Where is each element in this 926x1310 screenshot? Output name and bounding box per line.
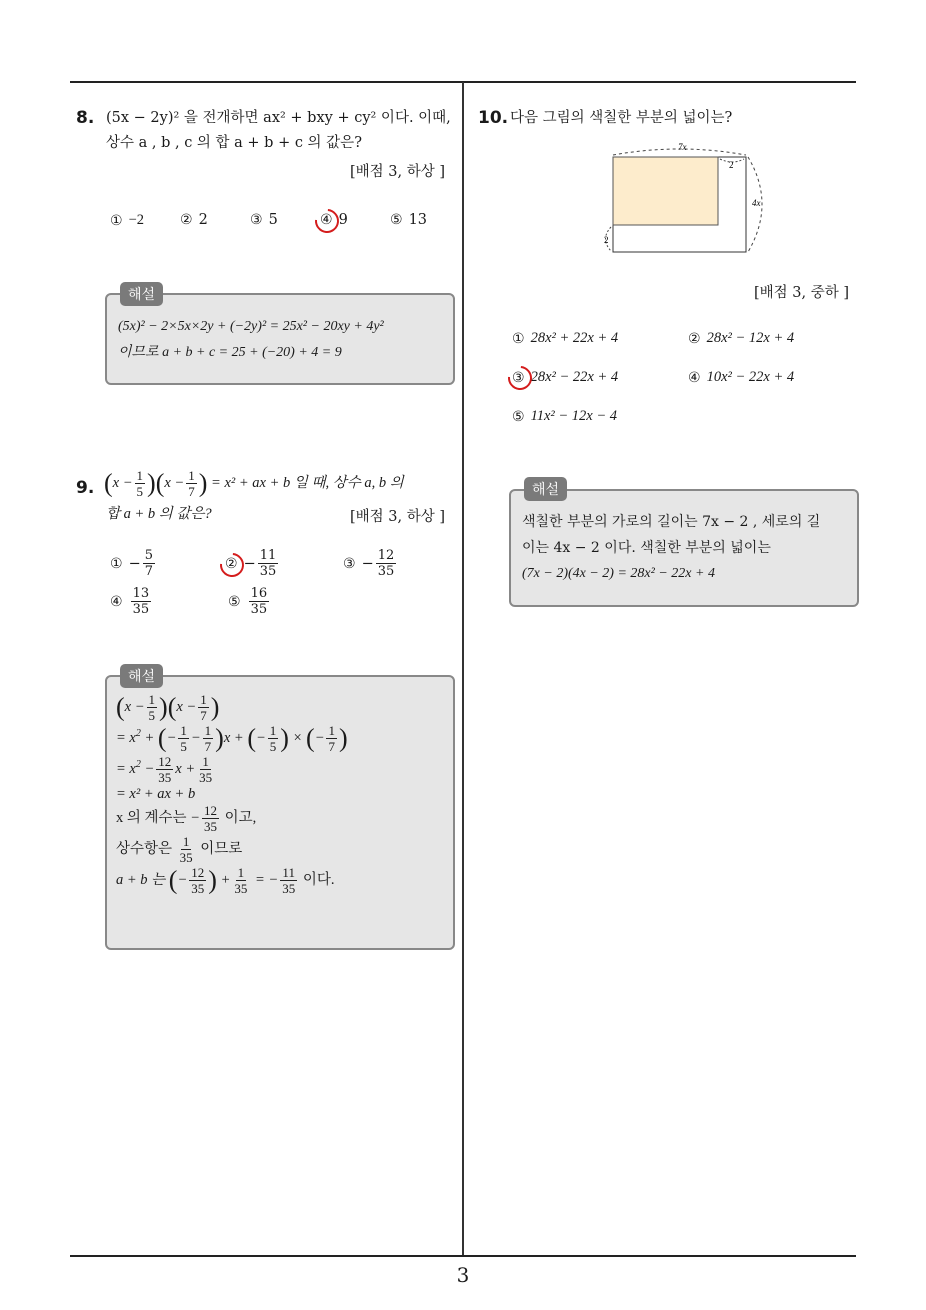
- q9-line1-tail: = x² + ax + b 일 때, 상수 a, b 의: [211, 474, 404, 491]
- q9-sol-line4: = x² + ax + b: [116, 786, 196, 802]
- q9-sol-const: 상수항은: [116, 840, 173, 857]
- q10-choice-2-num: ②: [688, 330, 701, 347]
- q10-choice-2[interactable]: [688, 330, 794, 347]
- q8-score: [배점 3, 하상 ]: [350, 164, 446, 180]
- q8-solution-label: 해설: [120, 282, 163, 306]
- q9-choice-1-sign: −: [128, 555, 141, 572]
- q8-choice-5-text: 13: [408, 212, 428, 228]
- q9-choice-1[interactable]: [110, 548, 157, 579]
- q8-choice-2-num: ②: [180, 212, 193, 228]
- q9-line2: 합 a + b 의 값은?: [106, 506, 212, 522]
- q9-sol-coef: x 의 계수는: [116, 809, 187, 826]
- q10-number: 10.: [478, 108, 509, 128]
- q9-choice-1-den: 7: [144, 564, 153, 579]
- q10-right-label: 4x: [752, 198, 761, 208]
- q10-solution-line2: 이는 4x − 2 이다. 색칠한 부분의 넓이는: [522, 540, 771, 556]
- q8-choice-2-text: 2: [198, 212, 208, 228]
- q9-number: 9.: [76, 478, 95, 498]
- q8-choice-4-text: 9: [338, 212, 348, 228]
- q9-choice-1-num: ①: [110, 555, 123, 572]
- q9-sol-line6: 상수항은 $\frac{1}{35}$ 이므로: [116, 834, 243, 865]
- q10-solution-line3: (7x − 2)(4x − 2) = 28x² − 22x + 4: [522, 566, 715, 581]
- q9-choice-3-den: 35: [377, 564, 395, 579]
- q8-choice-3-num: ③: [250, 212, 263, 228]
- q10-choice-5-text: 11x² − 12x − 4: [530, 408, 618, 424]
- q8-choice-3-text: 5: [268, 212, 278, 228]
- q9-choice-5-num-val: 16: [250, 586, 268, 601]
- q9-choice-4-num: ④: [110, 593, 123, 610]
- q10-shaded-rect: [613, 157, 718, 225]
- q10-choice-1-text: 28x² + 22x + 4: [530, 330, 619, 346]
- q10-small-left-label: 2: [604, 235, 609, 245]
- q8-choice-5[interactable]: [390, 212, 427, 228]
- q10-choice-1-num: ①: [512, 330, 525, 347]
- q10-choice-1[interactable]: [512, 330, 618, 347]
- q10-choice-4-num: ④: [688, 369, 701, 386]
- q10-choice-3-num: ③: [512, 369, 525, 386]
- q8-solution-text: [118, 314, 384, 366]
- q8-choice-1-num: ①: [110, 212, 123, 229]
- q9-choice-4-den: 35: [132, 602, 150, 617]
- q9-choice-2-num: ②: [225, 555, 238, 572]
- q8-line2: 상수 a , b , c 의 합 a + b + c 의 값은?: [106, 135, 362, 151]
- q9-choice-3[interactable]: [343, 548, 398, 579]
- q9-solution-text: [116, 692, 348, 896]
- q10-choice-4[interactable]: [688, 369, 794, 386]
- q9-line1: (x − $\frac{1}{5}$ )(x − $\frac{1}{7}$ ) = x² + ax + b 일 때, 상수 a, b 의: [104, 468, 404, 499]
- q9-sol-coef-tail: 이고,: [224, 809, 257, 826]
- q9-sol-line3: = $x^2$ − $\frac{12}{35}$ x + $\frac{1}{35}$: [116, 754, 213, 785]
- q9-choice-4[interactable]: [110, 586, 153, 617]
- q9-choice-2-sign: −: [243, 555, 256, 572]
- q9-choice-5-num: ⑤: [228, 593, 241, 610]
- q8-choice-1[interactable]: [110, 212, 144, 229]
- q10-score: [배점 3, 중하 ]: [754, 285, 850, 301]
- q9-sol-const-tail: 이므로: [200, 840, 243, 857]
- q9-sol-line2: = $x^2$ + (− $\frac{1}{5}$ − $\frac{1}{7}$ )x + (− $\frac{1}{5}$ ) × (− $\frac{1}{7}$ ): [116, 723, 348, 754]
- q10-choice-2-text: 28x² − 12x + 4: [706, 330, 795, 346]
- q9-sol-sum-tail: 이다.: [302, 871, 335, 888]
- q9-choice-1-num-val: 5: [144, 548, 153, 563]
- q10-question: 다음 그림의 색칠한 부분의 넓이는?: [510, 110, 733, 126]
- q9-choice-2-num-val: 11: [259, 548, 277, 563]
- q9-choice-5[interactable]: [228, 586, 271, 617]
- q8-solution-line1: (5x)² − 2×5x×2y + (−2y)² = 25x² − 20xy + 4y²: [118, 319, 384, 334]
- q10-choice-4-text: 10x² − 22x + 4: [706, 369, 795, 385]
- q8-solution-line2: 이므로 a + b + c = 25 + (−20) + 4 = 9: [118, 345, 342, 360]
- q9-choice-3-num-val: 12: [377, 548, 395, 563]
- q9-sol-line7: a + b 는 (− $\frac{12}{35}$ ) + $\frac{1}{35}$ = − $\frac{11}{35}$ 이다.: [116, 865, 335, 896]
- q9-choice-5-den: 35: [250, 602, 268, 617]
- q10-figure: [596, 140, 776, 256]
- q8-choice-2[interactable]: [180, 212, 208, 228]
- q8-question: [106, 106, 456, 156]
- q10-solution-text: [522, 509, 820, 587]
- column-divider: [462, 82, 464, 1256]
- page-number: 3: [456, 1263, 470, 1287]
- q8-answer-mark: [310, 204, 344, 238]
- q10-answer-mark: [503, 361, 537, 395]
- q9-choice-4-num-val: 13: [132, 586, 150, 601]
- q10-solution-label: 해설: [524, 477, 567, 501]
- q8-choice-3[interactable]: [250, 212, 278, 228]
- q9-solution-label: 해설: [120, 664, 163, 688]
- q9-sol-line5: x 의 계수는 − $\frac{12}{35}$ 이고,: [116, 803, 257, 834]
- q10-choice-5[interactable]: [512, 408, 617, 425]
- bottom-rule: [70, 1255, 856, 1257]
- q9-choice-3-num: ③: [343, 555, 356, 572]
- q8-number: 8.: [76, 108, 95, 128]
- q8-choice-4-num: ④: [320, 212, 333, 228]
- q10-solution-line1: 색칠한 부분의 가로의 길이는 7x − 2 , 세로의 길: [522, 514, 821, 530]
- q9-sol-line1: (x − $\frac{1}{5}$ )(x − $\frac{1}{7}$ ): [116, 692, 220, 723]
- q9-choice-3-sign: −: [361, 555, 374, 572]
- q10-choice-3-text: 28x² − 22x + 4: [530, 369, 619, 385]
- q10-choice-5-num: ⑤: [512, 408, 525, 425]
- q8-line1: (5x − 2y)² 을 전개하면 ax² + bxy + cy² 이다. 이때,: [106, 110, 451, 126]
- q9-score: [배점 3, 하상 ]: [350, 509, 446, 525]
- q10-top-label: 7x: [678, 142, 687, 152]
- q8-choice-5-num: ⑤: [390, 212, 403, 228]
- q10-small-top-label: 2: [729, 160, 734, 170]
- q8-choice-1-text: −2: [128, 212, 144, 228]
- q9-sol-sum: a + b 는: [116, 871, 166, 888]
- q9-choice-2-den: 35: [259, 564, 277, 579]
